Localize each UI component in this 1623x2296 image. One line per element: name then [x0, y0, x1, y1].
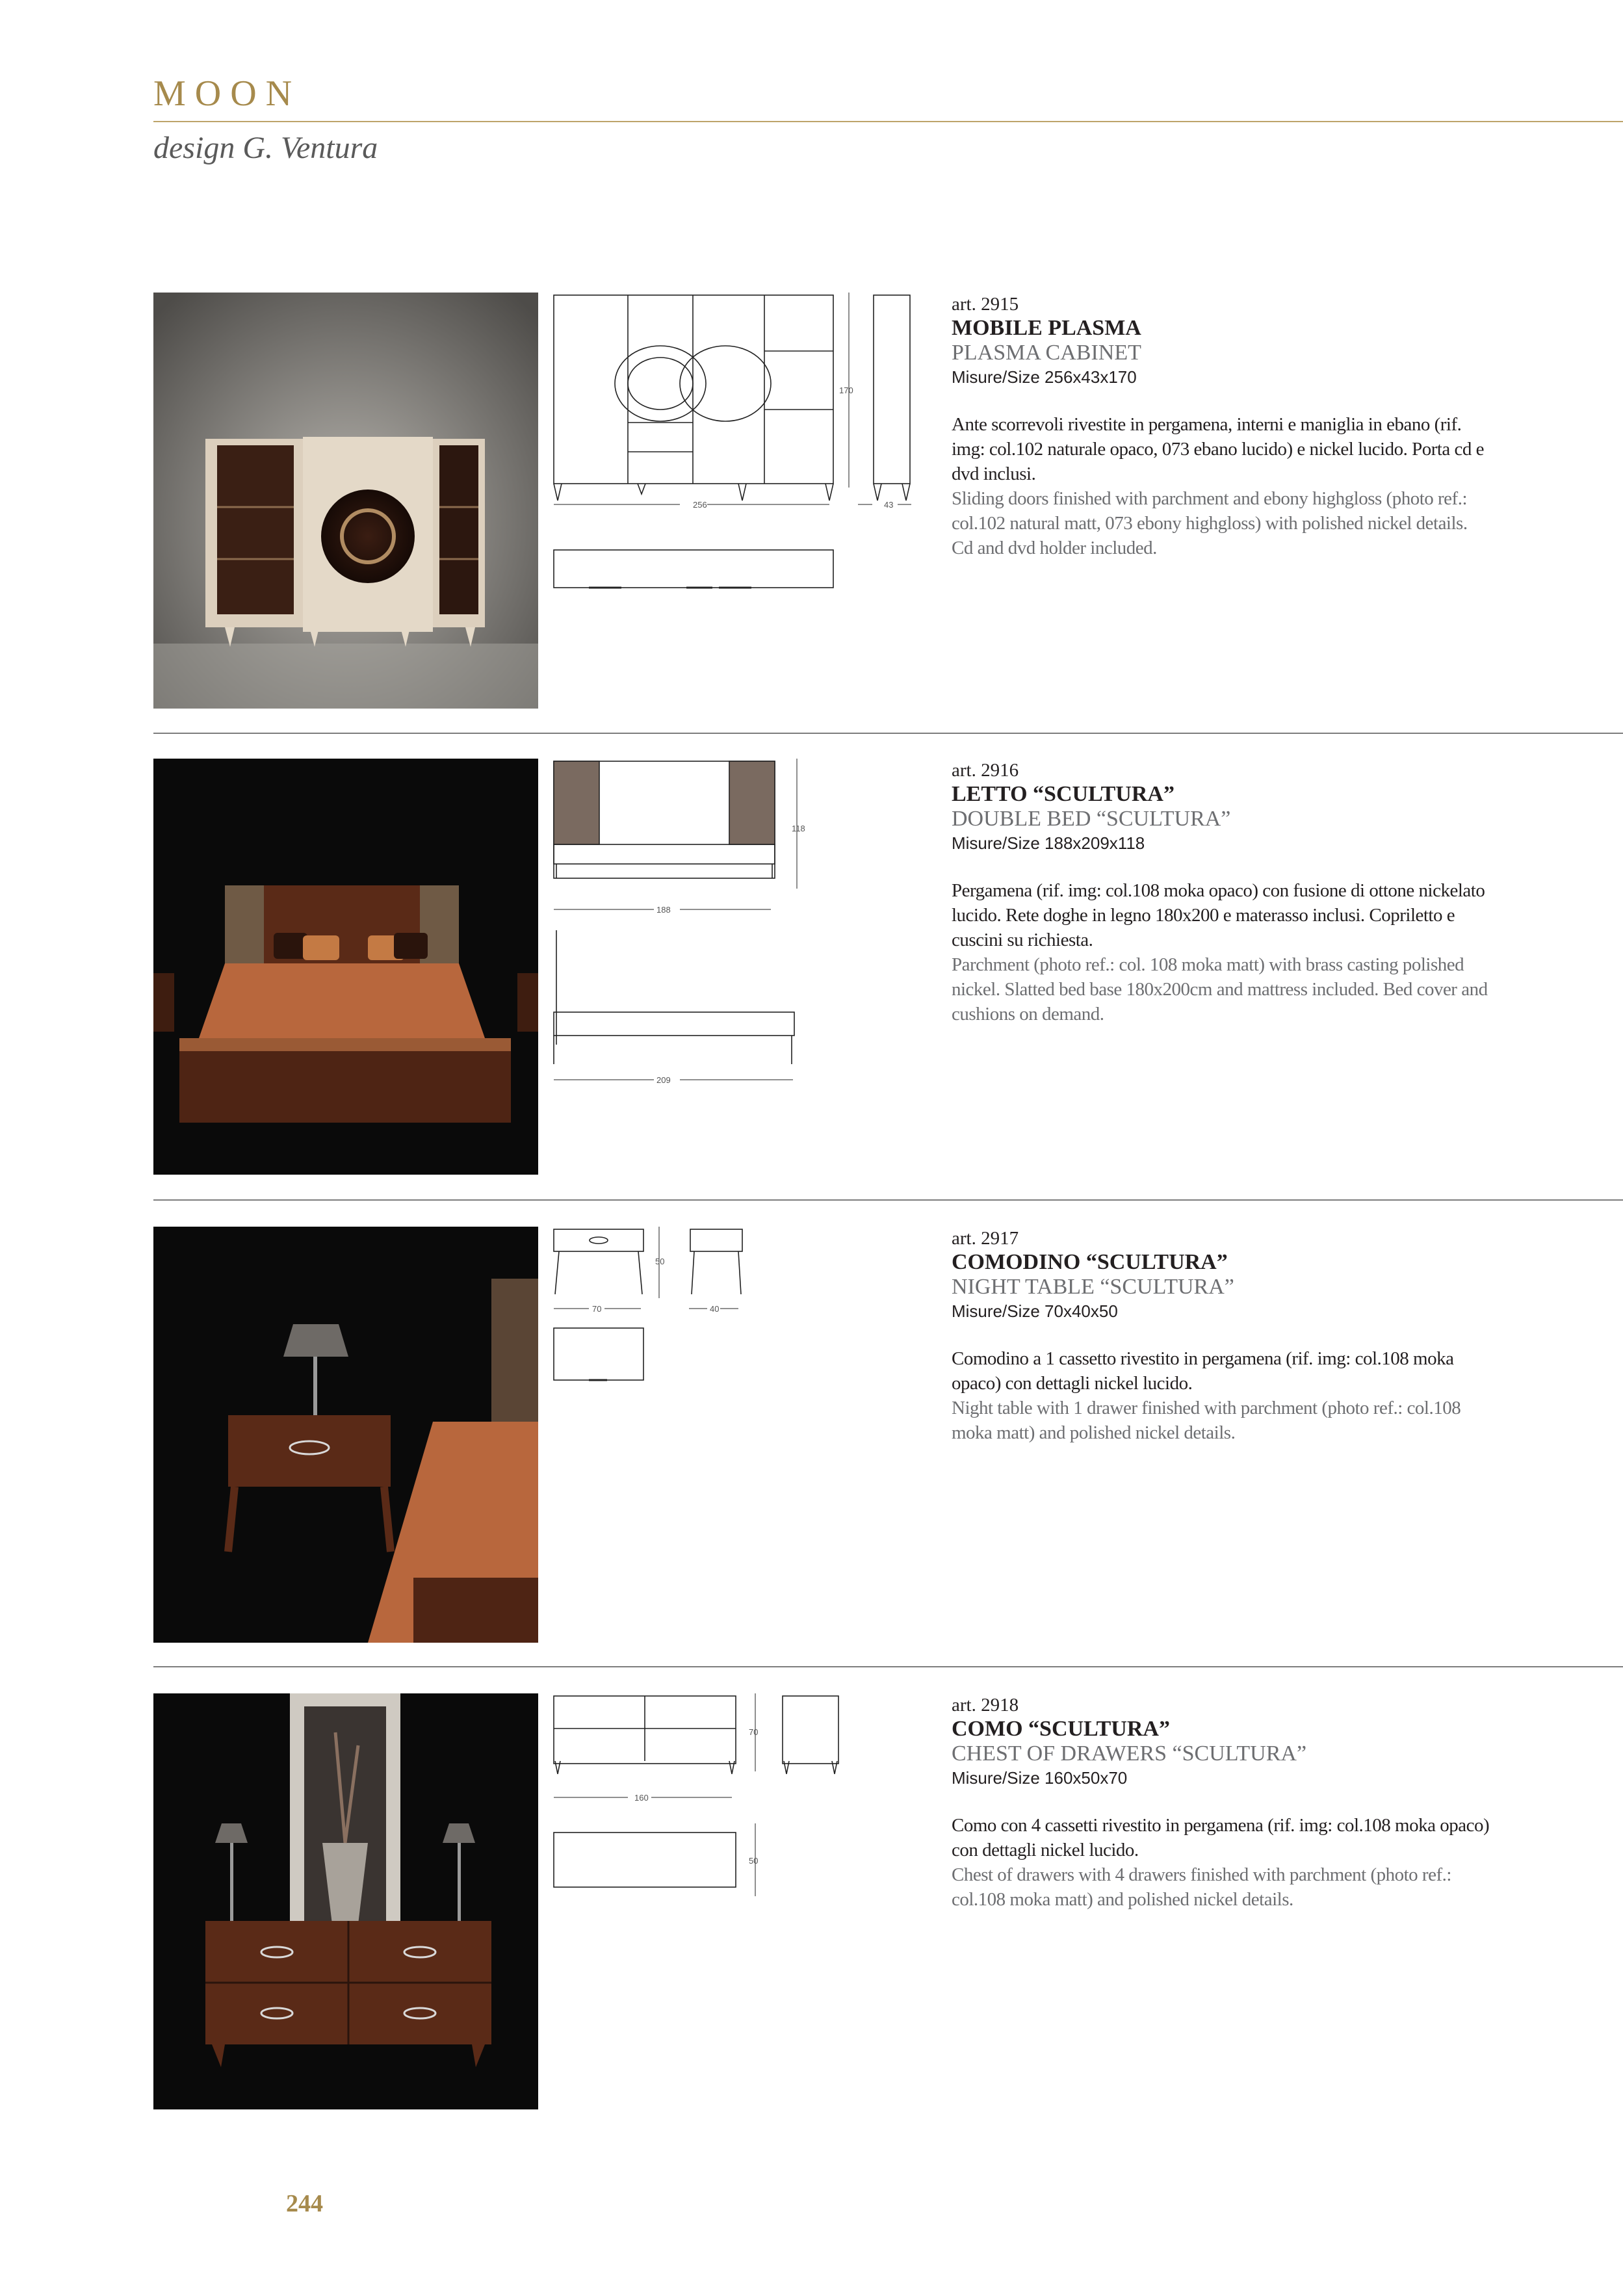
product-photo — [153, 1693, 538, 2109]
section-divider — [153, 1666, 1623, 1667]
article-number: art. 2917 — [952, 1228, 1019, 1249]
description-it: Pergamena (rif. img: col.108 moka opaco) con fusione di ottone nickelato lucido. Rete doghe in legno 180x200 e materasso inclusi. Copriletto e cuscini su richiesta. — [952, 880, 1485, 950]
product-photo — [153, 1227, 538, 1643]
product-name-it: COMODINO “SCULTURA” — [952, 1250, 1228, 1274]
product-info — [952, 759, 1491, 1026]
product-2915 — [0, 293, 1623, 722]
description-en: Sliding doors finished with parchment and ebony highgloss (photo ref.: col.102 natural matt, 073 ebony highgloss) with polished nickel details. Cd and dvd holder included. — [952, 488, 1468, 558]
dimension-width: 160 — [634, 1793, 649, 1803]
description-it: Ante scorrevoli rivestite in pergamena, interni e maniglia in ebano (rif. img: col.102 naturale opaco, 073 ebano lucido) e nickel lucido. Porta cd e dvd inclusi. — [952, 414, 1485, 484]
product-size: Misure/Size 160x50x70 — [952, 1768, 1128, 1788]
product-name-it: MOBILE PLASMA — [952, 316, 1141, 340]
dimension-width: 70 — [592, 1304, 602, 1314]
product-name-it: COMO “SCULTURA” — [952, 1717, 1170, 1741]
description-en: Night table with 1 drawer finished with parchment (photo ref.: col.108 moka matt) and polished nickel details. — [952, 1398, 1461, 1443]
article-number: art. 2918 — [952, 1695, 1019, 1715]
description-it: Como con 4 cassetti rivestito in pergamena (rif. img: col.108 moka opaco) con dettagli nickel lucido. — [952, 1815, 1490, 1860]
technical-drawing — [550, 1227, 914, 1656]
technical-drawing — [550, 293, 914, 722]
dimension-depth: 43 — [884, 500, 894, 510]
description-en: Parchment (photo ref.: col. 108 moka matt) with brass casting polished nickel. Slatted bed base 180x200cm and mattress included. Bed cover and cushions on demand. — [952, 954, 1488, 1024]
product-size: Misure/Size 188x209x118 — [952, 833, 1145, 853]
dimension-height: 50 — [655, 1257, 665, 1266]
product-name-it: LETTO “SCULTURA” — [952, 782, 1175, 806]
dimension-depth: 40 — [710, 1304, 720, 1314]
product-name-en: PLASMA CABINET — [952, 341, 1141, 365]
dimension-height: 118 — [792, 824, 805, 833]
product-2916 — [0, 759, 1623, 1188]
product-name-en: CHEST OF DRAWERS “SCULTURA” — [952, 1742, 1307, 1766]
brand-title: MOON — [153, 73, 302, 114]
designer-credit: design G. Ventura — [153, 131, 378, 165]
product-photo — [153, 293, 538, 709]
product-name-en: DOUBLE BED “SCULTURA” — [952, 807, 1231, 831]
page-number: 244 — [286, 2190, 323, 2217]
article-number: art. 2915 — [952, 294, 1019, 315]
dimension-depth: 209 — [656, 1075, 671, 1085]
product-size: Misure/Size 70x40x50 — [952, 1301, 1118, 1321]
description-en: Chest of drawers with 4 drawers finished with parchment (photo ref.: col.108 moka matt) and polished nickel details. — [952, 1864, 1451, 1910]
product-info — [952, 1227, 1491, 1445]
product-info — [952, 1693, 1491, 1912]
product-2917 — [0, 1227, 1623, 1656]
product-size: Misure/Size 256x43x170 — [952, 367, 1137, 387]
product-2918 — [0, 1693, 1623, 2122]
dimension-height: 70 — [749, 1727, 759, 1737]
technical-drawing — [550, 759, 914, 1188]
description-it: Comodino a 1 cassetto rivestito in pergamena (rif. img: col.108 moka opaco) con dettagli nickel lucido. — [952, 1348, 1454, 1394]
section-divider — [153, 733, 1623, 734]
dimension-height: 170 — [839, 385, 853, 395]
product-name-en: NIGHT TABLE “SCULTURA” — [952, 1275, 1234, 1299]
dimension-depth: 50 — [749, 1856, 759, 1866]
technical-drawing — [550, 1693, 914, 2122]
dimension-width: 256 — [693, 500, 707, 510]
header-rule — [153, 121, 1623, 122]
product-info — [952, 293, 1491, 560]
article-number: art. 2916 — [952, 760, 1019, 781]
section-divider — [153, 1199, 1623, 1201]
dimension-width: 188 — [656, 905, 671, 915]
product-photo — [153, 759, 538, 1175]
